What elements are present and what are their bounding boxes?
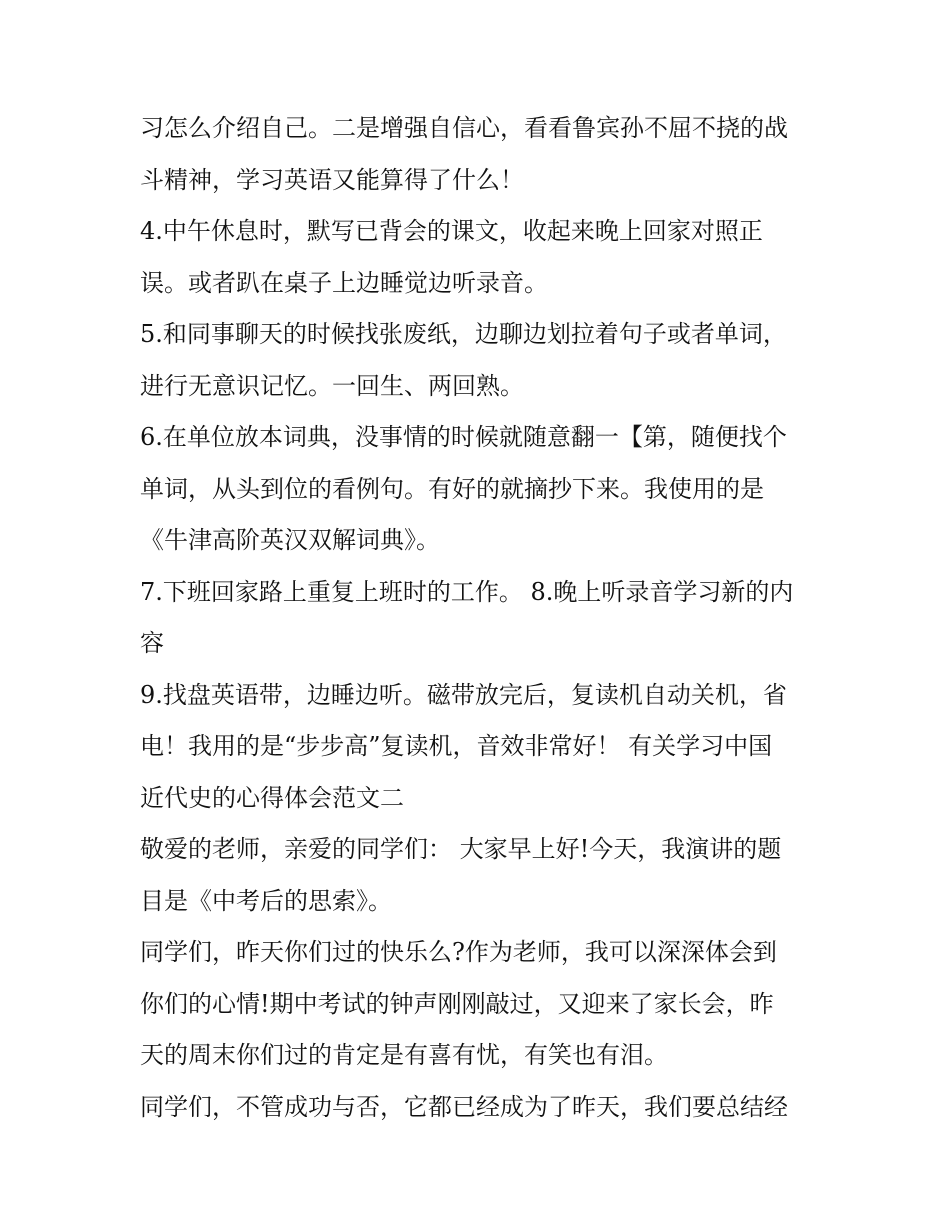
text-line: 习怎么介绍自己。二是增强自信心，看看鲁宾孙不屈不挠的战 bbox=[140, 114, 788, 142]
text-line: 4.中午休息时，默写已背会的课文，收起来晚上回家对照正 bbox=[140, 217, 763, 245]
text-line: 斗精神，学习英语又能算得了什么！ bbox=[140, 165, 524, 194]
text-line: 天的周末你们过的肯定是有喜有忧，有笑也有泪。 bbox=[140, 1041, 668, 1069]
document-text-body bbox=[140, 103, 820, 1133]
text-line: 单词，从头到位的看例句。有好的就摘抄下来。我使用的是 bbox=[140, 474, 764, 503]
text-line: 6.在单位放本词典，没事情的时候就随意翻一【第，随便找个 bbox=[140, 423, 787, 451]
text-line: 敬爱的老师，亲爱的同学们： 大家早上好!今天，我演讲的题 bbox=[140, 835, 782, 863]
text-line: 同学们，不管成功与否，它都已经成为了昨天，我们要总结经 bbox=[140, 1092, 788, 1121]
text-line: 7.下班回家路上重复上班时的工作。 8.晚上听录音学习新的内 bbox=[140, 577, 794, 606]
text-line: 目是《中考后的思索》。 bbox=[140, 886, 392, 915]
text-line: 误。或者趴在桌子上边睡觉边听录音。 bbox=[140, 268, 548, 297]
text-line: 你们的心情!期中考试的钟声刚刚敲过，又迎来了家长会，昨 bbox=[140, 989, 774, 1018]
text-line: 《牛津高阶英汉双解词典》。 bbox=[140, 526, 440, 554]
text-line: 进行无意识记忆。一回生、两回熟。 bbox=[140, 371, 524, 400]
text-line: 容 bbox=[140, 629, 164, 657]
text-line: 5.和同事聊天的时候找张废纸，边聊边划拉着句子或者单词， bbox=[140, 320, 787, 348]
text-line: 9.找盘英语带，边睡边听。磁带放完后，复读机自动关机，省 bbox=[140, 680, 787, 709]
text-line: 同学们，昨天你们过的快乐么?作为老师，我可以深深体会到 bbox=[140, 938, 777, 966]
text-line: 近代史的心得体会范文二 bbox=[140, 783, 404, 812]
text-line: 电！我用的是“步步高”复读机，音效非常好！ 有关学习中国 bbox=[140, 732, 773, 760]
